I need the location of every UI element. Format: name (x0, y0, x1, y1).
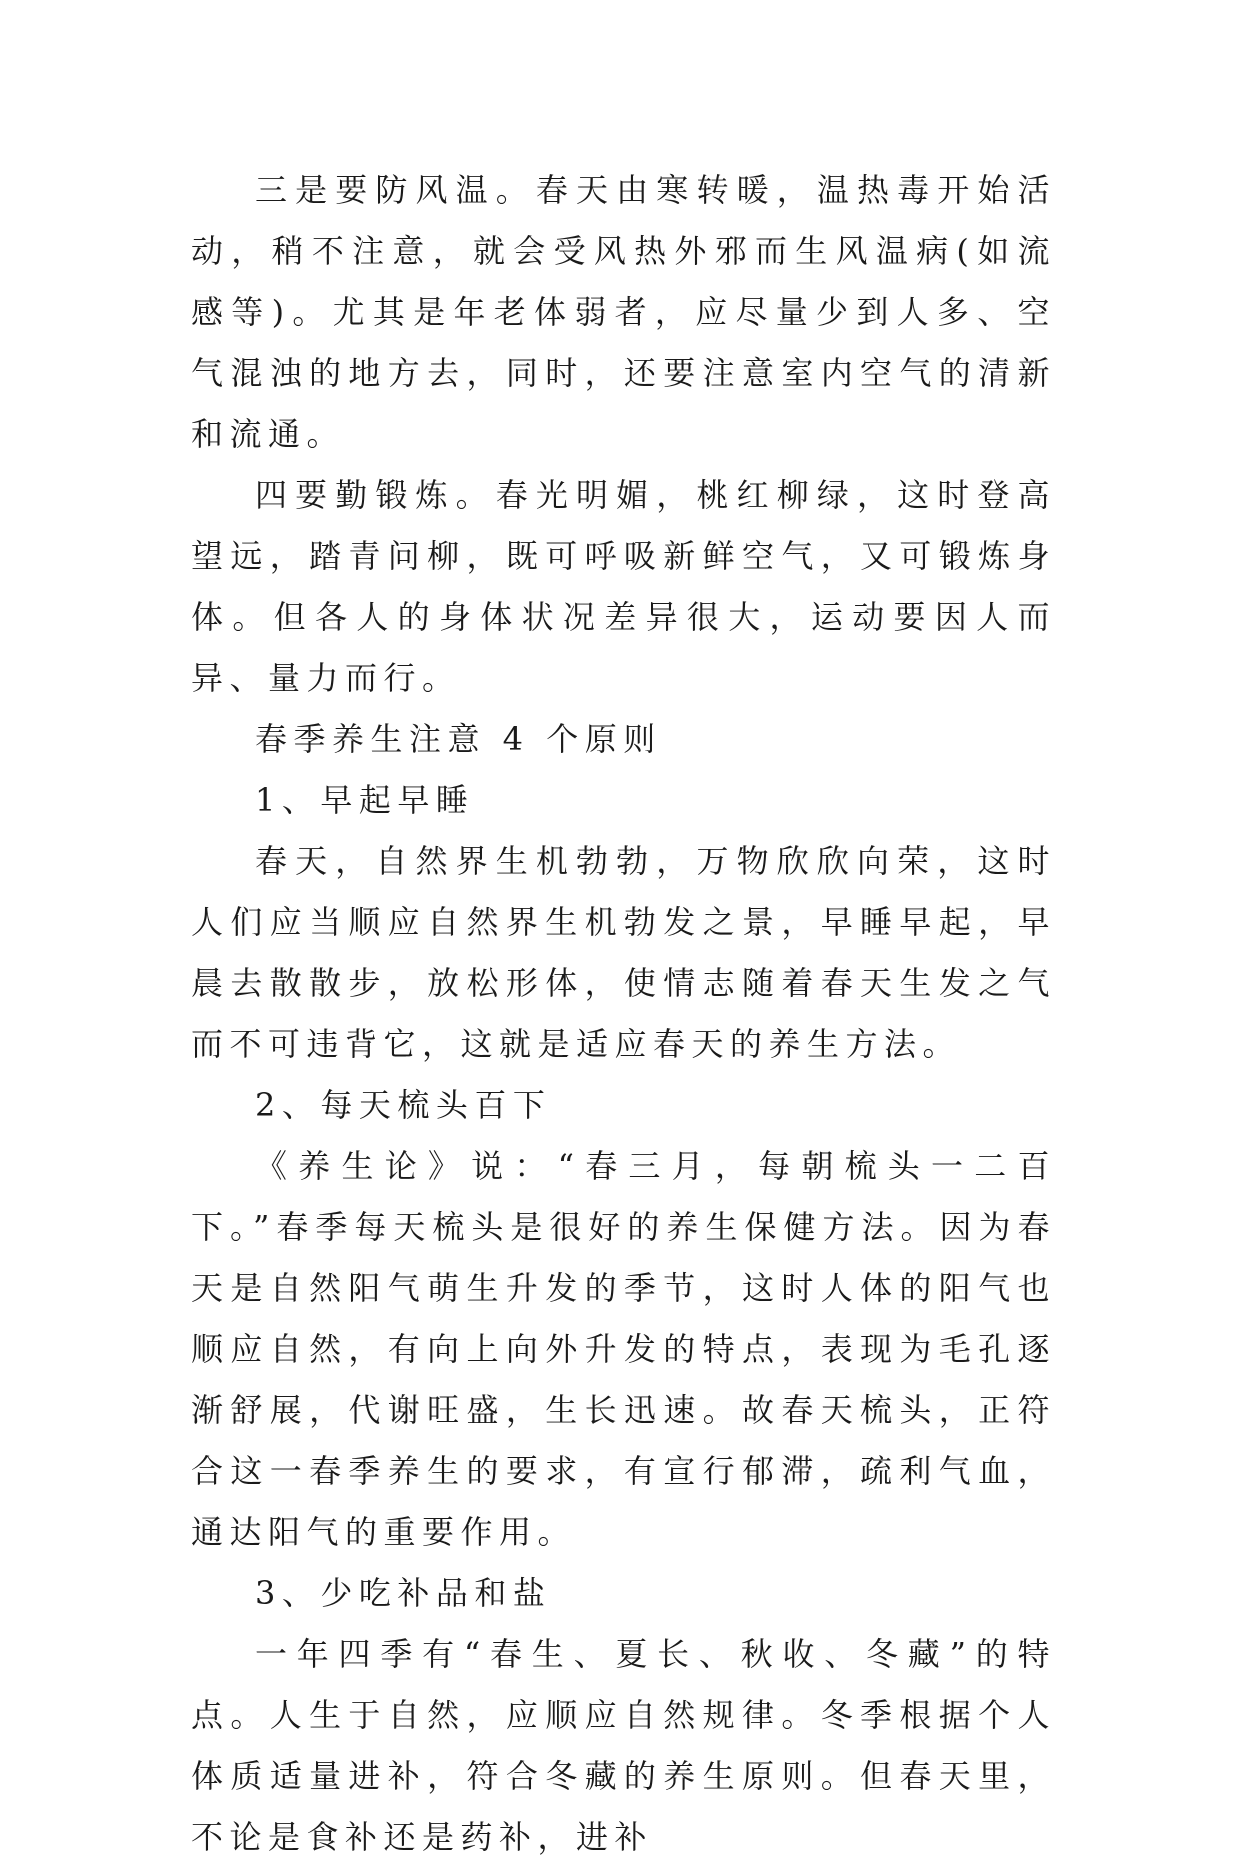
paragraph-exercise: 四要勤锻炼。春光明媚，桃红柳绿，这时登高望远，踏青问柳，既可呼吸新鲜空气，又可锻炼身体。但各人的身体状况差异很大，运动要因人而异、量力而行。 (191, 476, 1056, 697)
paragraph-wind-warmth: 三是要防风温。春天由寒转暖，温热毒开始活动，稍不注意，就会受风热外邪而生风温病(如流感等)。尤其是年老体弱者，应尽量少到人多、空气混浊的地方去，同时，还要注意室内空气的清新和流通。 (191, 171, 1056, 453)
section-heading-principles: 春季养生注意 4 个原则 (255, 720, 662, 758)
paragraph-comb-hair: 《养生论》说：“春三月，每朝梳头一二百下。”春季每天梳头是很好的养生保健方法。因为春天是自然阳气萌生升发的季节，这时人体的阳气也顺应自然，有向上向外升发的特点，表现为毛孔逐渐舒展，代谢旺盛，生长迅速。故春天梳头，正符合这一春季养生的要求，有宣行郁滞，疏利气血，通达阳气的重要作用。 (191, 1147, 1056, 1551)
document-body (191, 160, 1056, 1868)
paragraph-early-rise: 春天，自然界生机勃勃，万物欣欣向荣，这时人们应当顺应自然界生机勃发之景，早睡早起，早晨去散散步，放松形体，使情志随着春天生发之气而不可违背它，这就是适应春天的养生方法。 (191, 842, 1056, 1063)
paragraph-less-tonic-salt: 一年四季有“春生、夏长、秋收、冬藏”的特点。人生于自然，应顺应自然规律。冬季根据个人体质适量进补，符合冬藏的养生原则。但春天里，不论是食补还是药补，进补 (191, 1635, 1056, 1856)
subheading-less-tonic-salt: 3、少吃补品和盐 (255, 1574, 552, 1612)
subheading-comb-hair: 2、每天梳头百下 (255, 1086, 552, 1124)
subheading-early-rise: 1、早起早睡 (255, 781, 475, 819)
